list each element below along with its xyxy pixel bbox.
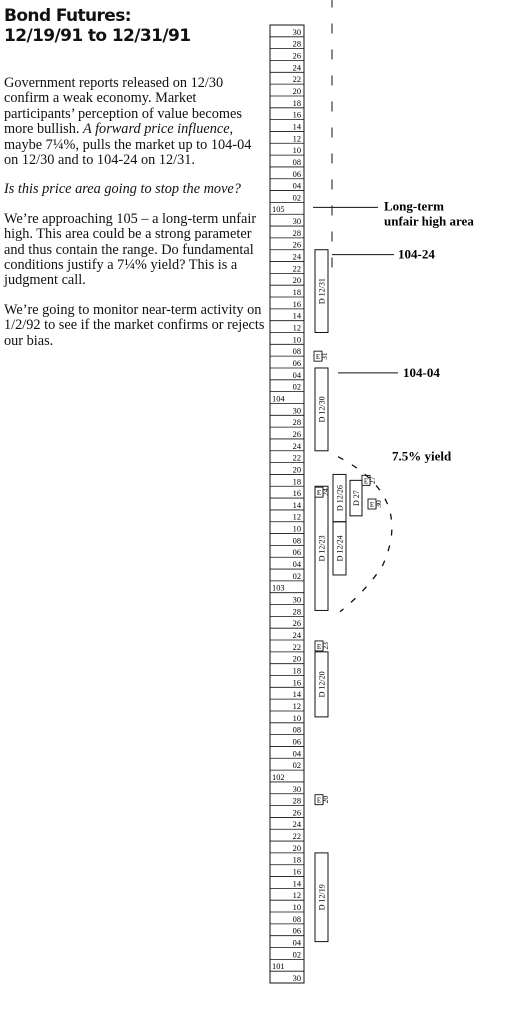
ladder-tick-label: 28 — [292, 796, 301, 806]
close-marker-day: 27 — [368, 476, 377, 485]
ladder-tick-label: 02 — [292, 761, 301, 771]
ladder-tick-label: 12 — [292, 701, 301, 711]
close-marker-day: 20 — [321, 795, 330, 804]
day-range-label: D 12/23 — [317, 535, 327, 562]
title-line-2: 12/19/91 to 12/31/91 — [4, 26, 191, 46]
close-marker-day: 31 — [320, 352, 329, 360]
close-marker-letter: E — [363, 477, 369, 486]
day-range-label: D 12/24 — [335, 535, 345, 562]
ladder-tick-label: 26 — [292, 240, 301, 250]
ladder-tick-label: 06 — [292, 548, 301, 558]
ladder-tick-label: 02 — [292, 571, 301, 581]
ladder-tick-label: 20 — [292, 843, 301, 853]
ladder-tick-label: 12 — [292, 891, 301, 901]
ladder-handle-label: 103 — [272, 583, 285, 593]
close-marker-day: 23 — [321, 642, 330, 650]
ladder-tick-label: 18 — [292, 666, 301, 676]
close-marker-letter: E — [316, 642, 322, 651]
ladder-tick-label: 06 — [292, 737, 301, 747]
paragraph-3: We’re approaching 105 – a long-term unfair high. This area could be a strong parameter and thus contain the range. Do fundamental conditions justify a 7¼% yield? This is a judgment call. — [4, 210, 257, 289]
paragraph-1-end: maybe 7¼%, pulls the market up to 104-04 on 12/30 and to 104-24 on 12/31. — [4, 136, 252, 169]
close-marker-letter: E — [316, 796, 322, 805]
ladder-tick-label: 10 — [292, 903, 301, 913]
ladder-tick-label: 24 — [292, 252, 301, 262]
ladder-tick-label: 28 — [292, 228, 301, 238]
day-range-label: D 12/19 — [317, 884, 327, 911]
ladder-tick-label: 30 — [292, 27, 301, 37]
ladder-handle-label: 105 — [272, 205, 285, 215]
unfair-high-label-line-1: Long-term — [384, 198, 444, 214]
ladder-tick-label: 24 — [292, 63, 301, 73]
ladder-tick-label: 04 — [292, 370, 301, 380]
unfair-high-label-line-2: unfair high area — [384, 213, 474, 229]
ladder-tick-label: 14 — [292, 690, 301, 700]
title-line-1: Bond Futures: — [4, 6, 131, 26]
ladder-tick-label: 18 — [292, 98, 301, 108]
ladder-tick-label: 20 — [292, 276, 301, 286]
ladder-tick-label: 20 — [292, 465, 301, 475]
ladder-tick-label: 22 — [292, 832, 301, 842]
ladder-tick-label: 14 — [292, 122, 301, 132]
ladder-tick-label: 12 — [292, 512, 301, 522]
ladder-tick-label: 26 — [292, 619, 301, 629]
ladder-tick-label: 08 — [292, 347, 301, 357]
ladder-tick-label: 08 — [292, 536, 301, 546]
ladder-tick-label: 04 — [292, 181, 301, 191]
ladder-tick-label: 02 — [292, 382, 301, 392]
paragraph-4: We’re going to monitor near-term activity on 1/2/92 to see if the market confirms or rejects our bias. — [4, 301, 265, 349]
ladder-tick-label: 24 — [292, 441, 301, 451]
day-range-label: D 12/30 — [317, 396, 327, 423]
ladder-tick-label: 14 — [292, 500, 301, 510]
day-range-label: D 12/20 — [317, 671, 327, 698]
ladder-tick-label: 06 — [292, 358, 301, 368]
ladder-tick-label: 24 — [292, 820, 301, 830]
ladder-tick-label: 08 — [292, 157, 301, 167]
ladder-tick-label: 30 — [292, 784, 301, 794]
ladder-tick-label: 30 — [292, 406, 301, 416]
ladder-tick-label: 02 — [292, 950, 301, 960]
high-104-04-label: 104-04 — [403, 364, 440, 380]
close-marker-day: 30 — [374, 500, 383, 508]
ladder-tick-label: 30 — [292, 595, 301, 605]
ladder-tick-label: 22 — [292, 264, 301, 274]
ladder-tick-label: 04 — [292, 749, 301, 759]
ladder-tick-label: 22 — [292, 453, 301, 463]
ladder-tick-label: 28 — [292, 39, 301, 49]
close-marker-letter: E — [315, 353, 321, 362]
ladder-tick-label: 16 — [292, 678, 301, 688]
ladder-tick-label: 12 — [292, 323, 301, 333]
ladder-tick-label: 06 — [292, 169, 301, 179]
close-marker-day: 24 — [321, 488, 330, 496]
ladder-tick-label: 10 — [292, 335, 301, 345]
ladder-tick-label: 18 — [292, 288, 301, 298]
ladder-tick-label: 16 — [292, 867, 301, 877]
ladder-tick-label: 14 — [292, 311, 301, 321]
ladder-handle-label: 104 — [272, 394, 285, 404]
close-marker-letter: E — [369, 501, 375, 509]
paragraph-1-emphasis: A forward price influence, — [83, 121, 234, 138]
ladder-tick-label: 18 — [292, 477, 301, 487]
ladder-tick-label: 08 — [292, 725, 301, 735]
ladder-tick-label: 28 — [292, 418, 301, 428]
ladder-tick-label: 08 — [292, 914, 301, 924]
ladder-tick-label: 20 — [292, 654, 301, 664]
day-range-label: D 12/26 — [335, 485, 345, 512]
ladder-tick-label: 06 — [292, 926, 301, 936]
ladder-tick-label: 16 — [292, 299, 301, 309]
ladder-tick-label: 10 — [292, 146, 301, 156]
ladder-tick-label: 04 — [292, 938, 301, 948]
paragraph-1-start: Government reports released on 12/30 confirm a weak economy. Market participants’ perception of value becomes more bullish. — [4, 75, 242, 138]
yield-label: 7.5% yield — [392, 448, 452, 464]
ladder-handle-label: 101 — [272, 962, 285, 972]
day-range-label: D 27 — [352, 490, 361, 506]
ladder-tick-label: 22 — [292, 642, 301, 652]
ladder-tick-label: 30 — [292, 974, 301, 983]
ladder-tick-label: 02 — [292, 193, 301, 203]
paragraph-2-question: Is this price area going to stop the move? — [4, 181, 241, 198]
ladder-tick-label: 24 — [292, 631, 301, 641]
high-104-24-label: 104-24 — [398, 246, 435, 262]
day-range-label: D 12/31 — [317, 278, 327, 305]
ladder-tick-label: 18 — [292, 855, 301, 865]
ladder-tick-label: 16 — [292, 110, 301, 120]
ladder-tick-label: 28 — [292, 607, 301, 617]
ladder-tick-label: 10 — [292, 524, 301, 534]
ladder-tick-label: 26 — [292, 51, 301, 61]
ladder-tick-label: 22 — [292, 75, 301, 85]
ladder-tick-label: 14 — [292, 879, 301, 889]
ladder-handle-label: 102 — [272, 772, 285, 782]
ladder-tick-label: 04 — [292, 560, 301, 570]
ladder-tick-label: 26 — [292, 429, 301, 439]
ladder-tick-label: 26 — [292, 808, 301, 818]
ladder-tick-label: 12 — [292, 134, 301, 144]
ladder-tick-label: 30 — [292, 217, 301, 227]
ladder-tick-label: 16 — [292, 489, 301, 499]
ladder-tick-label: 20 — [292, 86, 301, 96]
ladder-tick-label: 10 — [292, 713, 301, 723]
close-marker-letter: E — [316, 489, 322, 498]
